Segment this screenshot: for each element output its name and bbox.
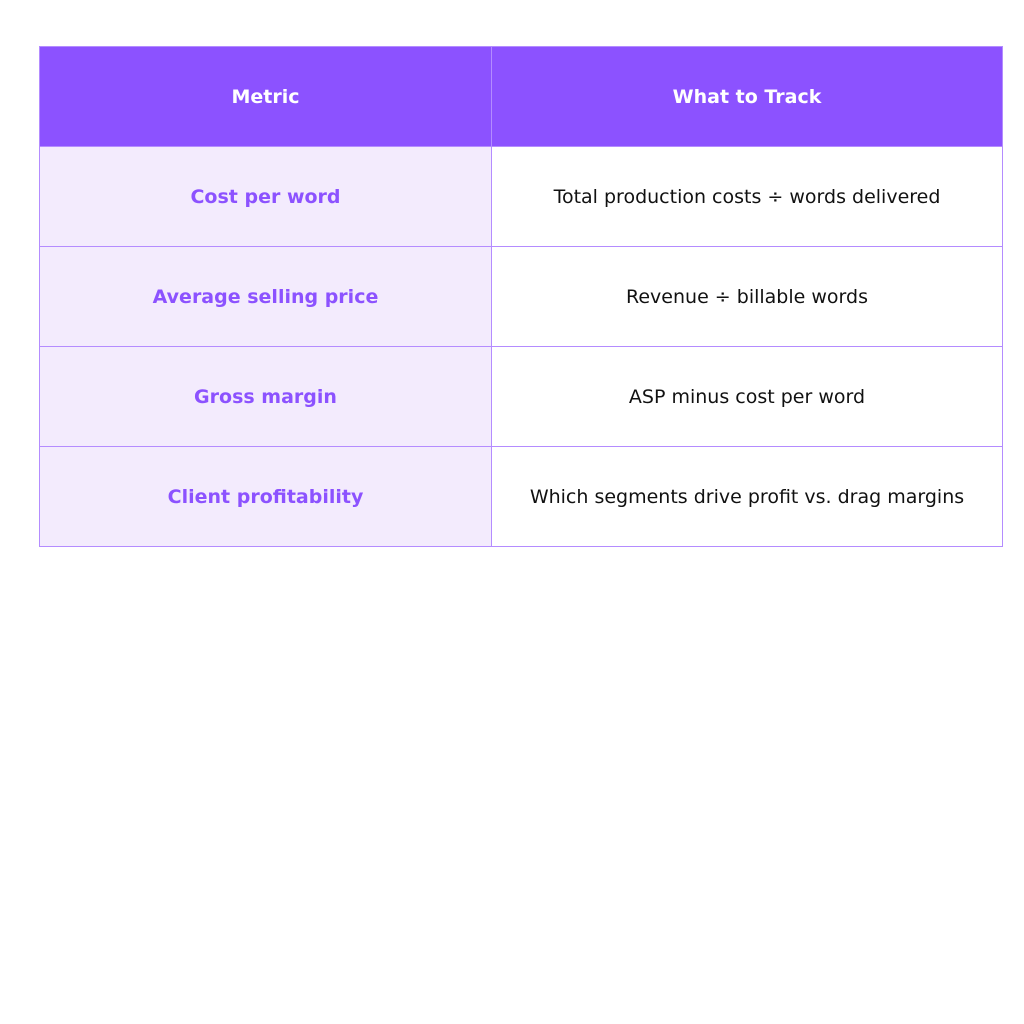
table-header [40,47,1003,147]
table-row [40,447,1003,547]
metric-cell: Cost per word [40,147,492,247]
track-cell: Which segments drive profit vs. drag margins [492,447,1003,547]
metric-cell: Average selling price [40,247,492,347]
metrics-table [39,46,1003,547]
track-cell: ASP minus cost per word [492,347,1003,447]
table-row [40,247,1003,347]
metric-cell: Client profitability [40,447,492,547]
header-what-to-track: What to Track [492,47,1003,147]
track-cell: Total production costs ÷ words delivered [492,147,1003,247]
table-row [40,347,1003,447]
header-row [40,47,1003,147]
track-cell: Revenue ÷ billable words [492,247,1003,347]
table-body [40,147,1003,547]
header-metric: Metric [40,47,492,147]
metric-cell: Gross margin [40,347,492,447]
table-row [40,147,1003,247]
